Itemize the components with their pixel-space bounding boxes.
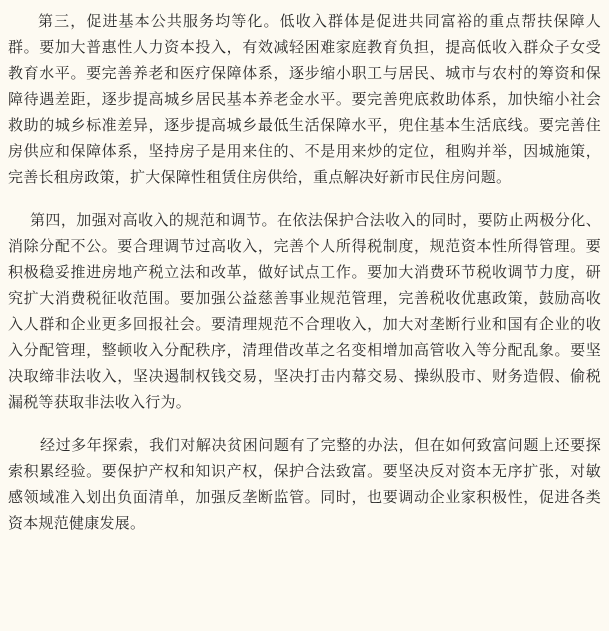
article-body: [8, 8, 601, 536]
paragraph-high-income-regulation: 第四，加强对高收入的规范和调节。在依法保护合法收入的同时，要防止两极分化、消除分配不公。要合理调节过高收入，完善个人所得税制度，规范资本性所得管理。要积极稳妥推进房地产税立法和改革，做好试点工作。要加大消费环节税收调节力度，研究扩大消费税征收范围。要加强公益慈善事业规范管理，完善税收优惠政策，鼓励高收入人群和企业更多回报社会。要清理规范不合理收入，加大对垄断行业和国有企业的收入分配管理，整顿收入分配秩序，清理借改革之名变相增加高管收入等分配乱象。要坚决取缔非法收入，坚决遏制权钱交易，坚决打击内幕交易、操纵股市、财务造假、偷税漏税等获取非法收入行为。: [8, 211, 601, 411]
paragraph-basic-public-services: 第三，促进基本公共服务均等化。低收入群体是促进共同富裕的重点帮扶保障人群。要加大普惠性人力资本投入，有效减轻困难家庭教育负担，提高低收入群众子女受教育水平。要完善养老和医疗保障体系，逐步缩小职工与居民、城市与农村的筹资和保障待遇差距，逐步提高城乡居民基本养老金水平。要完善兜底救助体系，加快缩小社会救助的城乡标准差异，逐步提高城乡最低生活保障水平，兜住基本生活底线。要完善住房供应和保障体系，坚持房子是用来住的、不是用来炒的定位，租购并举，因城施策，完善长租房政策，扩大保障性租赁住房供给，重点解决好新市民住房问题。: [8, 12, 601, 186]
paragraph-wealth-exploration: 经过多年探索，我们对解决贫困问题有了完整的办法，但在如何致富问题上还要探索积累经验。要保护产权和知识产权，保护合法致富。要坚决反对资本无序扩张，对敏感领域准入划出负面清单，加强反垄断监管。同时，也要调动企业家积极性，促进各类资本规范健康发展。: [8, 436, 601, 532]
